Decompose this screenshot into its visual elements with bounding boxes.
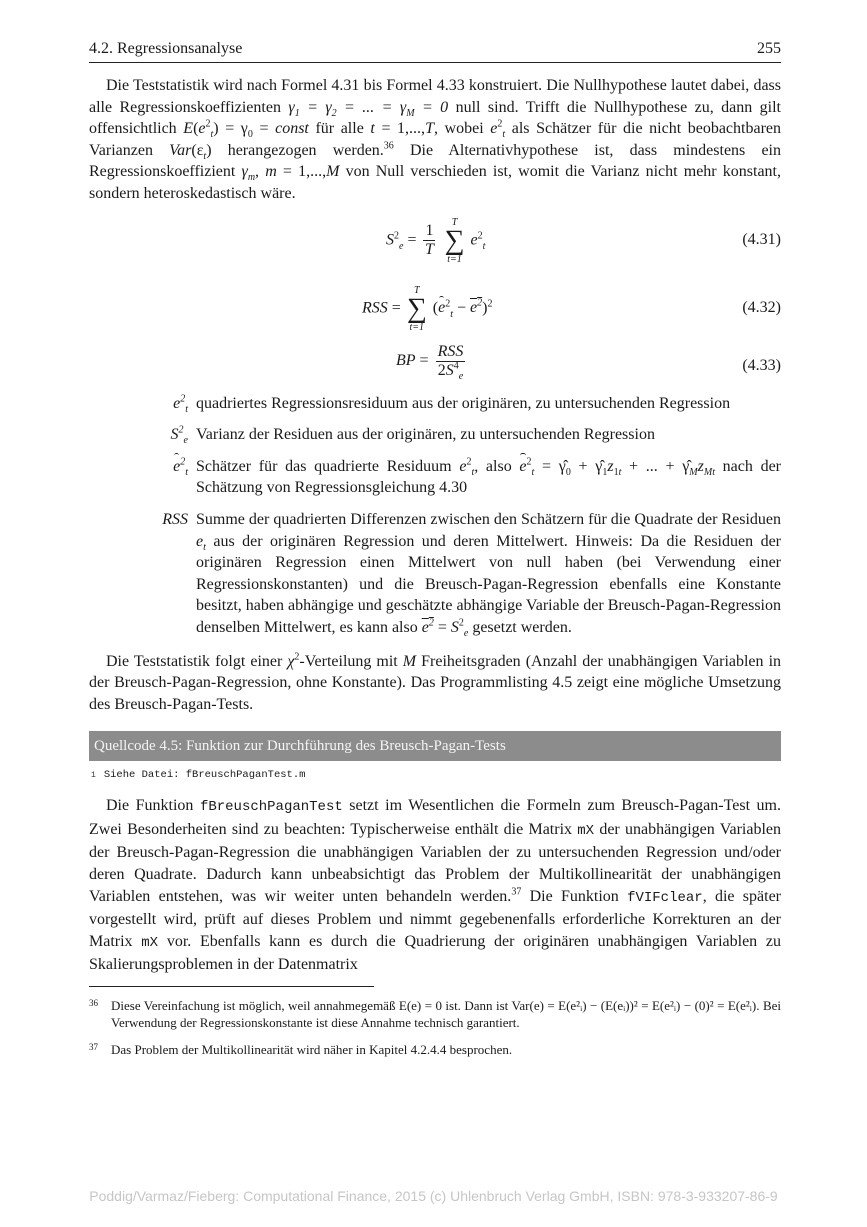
definition-se (170, 424, 781, 447)
equation-number: (4.31) (742, 230, 781, 248)
text: Die Teststatistik wird nach Formel 4.31 bis Formel 4.33 konstruiert. Die Nullhypothese lautet dabei, dass alle Regressionskoeffizienten (89, 77, 781, 116)
footnote-ref-36[interactable]: 36 (383, 140, 394, 152)
running-header (89, 40, 781, 63)
definition-term: $e^2_t$ (173, 393, 188, 415)
footnote-ref-37[interactable]: 37 (511, 886, 522, 898)
text: , wobei (433, 120, 491, 138)
math-et: e (490, 120, 498, 138)
listing-code-line (89, 769, 781, 781)
code-fvifclear: fVIFclear (627, 889, 703, 906)
definition-rss (162, 509, 781, 640)
equation-number: (4.33) (742, 356, 781, 374)
equation-body: BP = $\frac{\text{RSS}}{2S^4_e}$ (396, 342, 464, 382)
page-content (89, 40, 781, 1068)
footnote-37 (89, 1041, 781, 1058)
code-mx: mX (577, 822, 595, 839)
page-number: 255 (757, 40, 781, 57)
text: für alle (308, 120, 371, 138)
footnote-text: Das Problem der Multikollinearität wird näher in Kapitel 4.2.4.4 besprochen. (111, 1042, 513, 1058)
chi-square-paragraph: Die Teststatistik folgt einer $\chi^2$-Verteilung mit M Freiheitsgraden (Anzahl der unabhängigen Variablen in der Breusch-Pagan-Regression, ohne Konstante). Das Programmlisting 4.5 zeigt eine mögliche Umsetzung des Breusch-Pagan-Tests. (89, 651, 782, 713)
text: als Schätzer für die nicht beobachtbaren Varianzen (89, 120, 782, 159)
definition-term: RSS (162, 510, 188, 528)
equation-body: RSS = T ∑ t=1 $(e^2_t - e^2)^2$ (362, 284, 493, 333)
definition-text: Schätzer für das quadrierte Residuum $e^2_t$, also $e^2_t$ = $\gammâ_0$ + $\gammâ_1z_{1t}$ + ... + $\gammâ_Mz_{Mt}$ nach der Schätzung von Regressionsgleichung 4.30 (196, 456, 782, 497)
definition-term: $S^2_e$ (170, 424, 188, 447)
equation-number: (4.32) (742, 298, 781, 316)
math-h0: $\gamma_1 = \gamma_2$ = ... = $\gamma_M = 0$ (288, 98, 449, 119)
text: herangezogen werden. (211, 141, 384, 159)
footnote-36 (89, 997, 781, 1031)
equation-4-32 (89, 285, 781, 337)
copyright-footer: Poddig/Varmaz/Fieberg: Computational Finance, 2015 (c) Uhlenbruch Verlag GmbH, ISBN: 978-3-933207-86-9 (89, 1188, 778, 1204)
definition-text: quadriertes Regressionsresiduum aus der originären, zu untersuchenden Regression (196, 394, 731, 412)
intro-paragraph: Die Teststatistik wird nach Formel 4.31 bis Formel 4.33 konstruiert. Die Nullhypothese lautet dabei, dass alle Regressionskoeffizienten $\gamma_1 = \gamma_2$ = ... = $\gamma_M = 0$ null sind. Trifft die Nullhypothese zu, dann gilt offensichtlich $E(e^2_t) = \gamma_0$ = const für alle t = 1,...,T, wobei $e^2_t$ als Schätzer für die nicht beobachtbaren Varianzen $Var(\varepsilon_t)$ herangezogen werden.$^{36}$ Die Alternativhypothese ist, dass mindestens ein Regressionskoeffizient $\gamma_m$, m = 1,...,M von Null verschieden ist, womit die Varianz nicht mehr konstant, sondern heteroskedastisch wäre. (89, 77, 782, 202)
equation-4-31 (89, 217, 781, 269)
footnote-text: Diese Vereinfachung ist möglich, weil annahmegemäß E(e) = 0 ist. Dann ist Var(e) = E(e²ᵢ) − (E(eᵢ))² = E(e²ᵢ) − (0)² = E(e²ᵢ). Bei Verwendung der Regressionskonstante ist diese Annahme technisch garantiert. (111, 998, 781, 1031)
definition-list (162, 393, 782, 640)
definition-term: $e^2_t$ (173, 456, 188, 478)
math-gamma-m: $\gamma_m$, m (241, 163, 277, 184)
math-chi: χ (287, 652, 295, 670)
definition-et-hat (173, 456, 782, 499)
footnote-mark: 36 (89, 998, 98, 1009)
function-paragraph: Die Funktion fBreuschPaganTest setzt im Wesentlichen die Formeln zum Breusch-Pagan-Test um. Zwei Besonderheiten sind zu beachten: Typischerweise enthält die Matrix mX der unabhängigen Variablen der Breusch-Pagan-Regression die unabhängigen Variablen der zu untersuchenden Regression und/oder deren Quadrate. Dadurch kann unbeabsichtigt das Problem der Multikollinearität der unabhängigen Variablen entstehen, was wir weiter unten behandeln werden.$^{37}$ Die Funktion fVIFclear, die später vorgestellt wird, prüft auf dieses Problem und nimmt gegebenenfalls erforderliche Korrekturen an der Matrix mX vor. Ebenfalls kann es durch die Quadrierung der originären unabhängigen Variablen zu Skalierungsproblemen in der Datenmatrix (89, 797, 782, 974)
code-mx: mX (141, 934, 159, 951)
math-var: Var (169, 141, 192, 159)
definition-text: Varianz der Residuen aus der originären, zu untersuchenden Regression (196, 426, 655, 444)
footnote-rule (89, 986, 374, 987)
listing-caption: Quellcode 4.5: Funktion zur Durchführung des Breusch-Pagan-Tests (89, 731, 781, 761)
text: von Null verschieden ist, womit die Varianz nicht mehr konstant, sondern heteroskedastisch wäre. (89, 163, 782, 202)
math-expectation: E (183, 120, 194, 138)
math-m: M (402, 652, 417, 670)
text: null sind. Trifft die Nullhypothese zu, dann gilt offensichtlich (89, 98, 782, 138)
text: Die Alternativhypothese ist, dass mindestens ein Regressionskoeffizient (89, 141, 781, 181)
definition-et (173, 393, 781, 415)
equation-body: $S^2_e$ = $\frac{1}{T}$ T ∑ t=1 $e^2_t$ (386, 216, 486, 265)
code-text: Siehe Datei: fBreuschPaganTest.m (103, 769, 306, 782)
code-fbreuschpagantest: fBreuschPaganTest (199, 799, 343, 816)
equation-4-33 (89, 343, 781, 389)
definition-text: Summe der quadrierten Differenzen zwischen den Schätzern für die Quadrate der Residuen $e_t$ aus der originären Regression und deren Mittelwert. Hinweis: Da die Residuen der originären Regression einen Mittelwert von null haben (bei Verwendung einer Regressionskonstanten) und die Breusch-Pagan-Regression ebenfalls eine Konstante besitzt, haben abhängige und geschätzte abhängige Variable der Breusch-Pagan-Regression denselben Mittelwert, es kann also $e^2 = S^2_e$ gesetzt werden. (196, 510, 781, 640)
math-t-range: t (370, 120, 375, 138)
section-title: 4.2. Regressionsanalyse (89, 40, 243, 57)
line-number: 1 (91, 771, 96, 781)
footnote-mark: 37 (89, 1042, 98, 1053)
